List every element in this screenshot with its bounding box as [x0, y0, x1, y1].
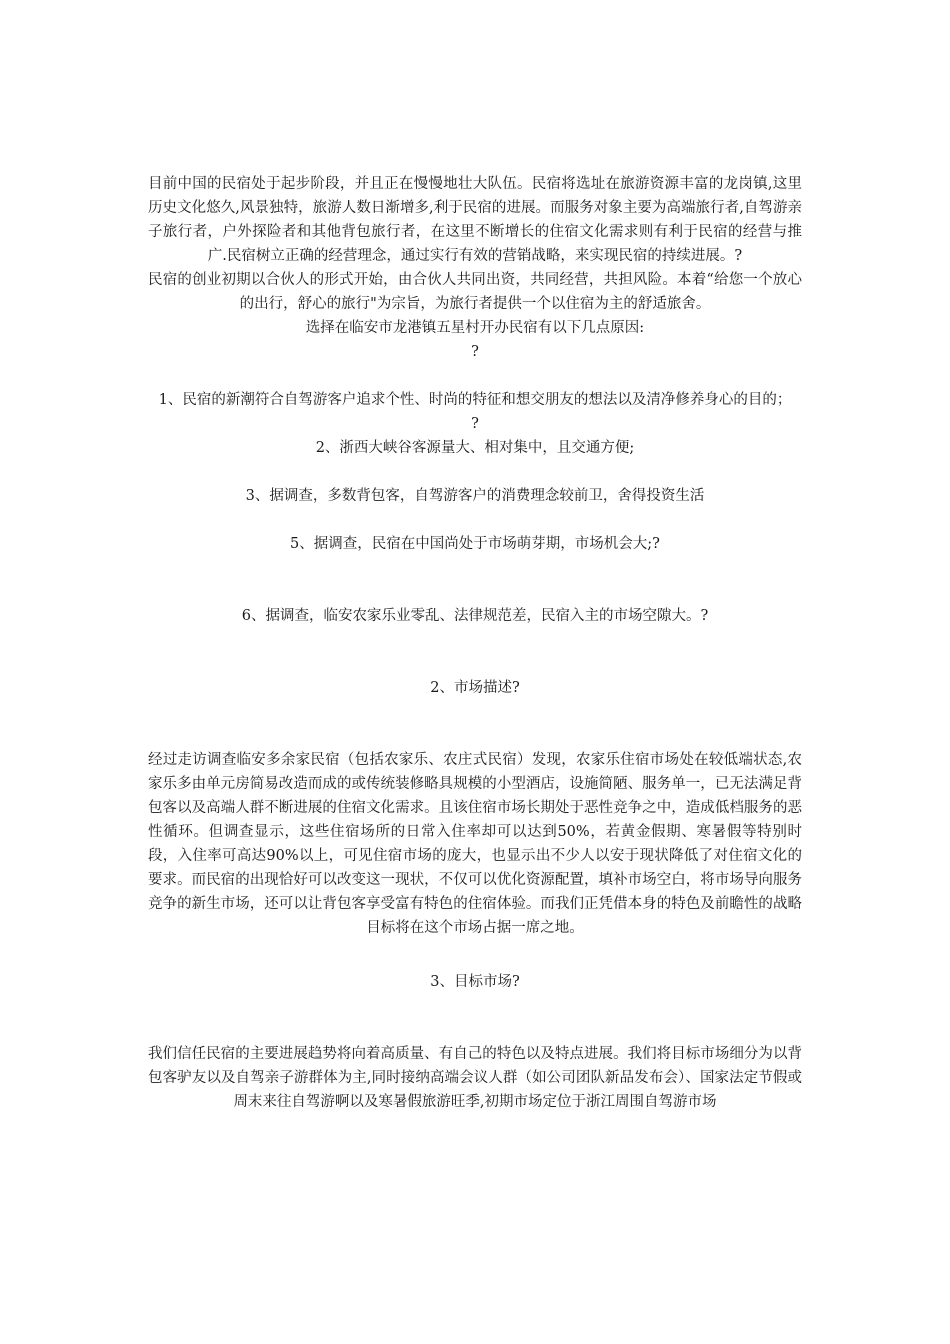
- placeholder-mark: ?: [471, 344, 479, 360]
- reason-item-3: 3、据调查，多数背包客，自驾游客户的消费理念较前卫，舍得投资生活: [245, 488, 705, 504]
- reason-item-1: 1、民宿的新潮符合自驾游客户追求个性、时尚的特征和想交朋友的想法以及清净修养身心的目的；: [158, 392, 792, 408]
- reasons-heading: 选择在临安市龙港镇五星村开办民宿有以下几点原因:: [305, 320, 645, 336]
- section-heading-target-market: 3、目标市场?: [430, 974, 520, 990]
- intro-paragraph: 目前中国的民宿处于起步阶段，并且正在慢慢地壮大队伍。民宿将选址在旅游资源丰富的龙岗镇,这里历史文化悠久,风景独特，旅游人数日渐增多,利于民宿的进展。而服务对象主要为高端旅行者,自驾游亲子旅行者，户外探险者和其他背包旅行者，在这里不断增长的住宿文化需求则有利于民宿的经营与推广.民宿树立正确的经营理念，通过实行有效的营销战略，来实现民宿的持续进展。?: [148, 176, 802, 264]
- reason-item-6: 6、据调查，临安农家乐业零乱、法律规范差，民宿入主的市场空隙大。?: [241, 608, 709, 624]
- market-description-paragraph: 经过走访调查临安多余家民宿（包括农家乐、农庄式民宿）发现，农家乐住宿市场处在较低端状态,农家乐多由单元房简易改造而成的或传统装修略具规模的小型酒店，设施简陋、服务单一，已无法满足背包客以及高端人群不断进展的住宿文化需求。且该住宿市场长期处于恶性竞争之中，造成低档服务的恶性循环。但调查显示，这些住宿场所的日常入住率却可以达到50%，若黄金假期、寒暑假等特别时段，入住率可高达90%以上，可见住宿市场的庞大，也显示出不少人以安于现状降低了对住宿文化的要求。而民宿的出现恰好可以改变这一现状，不仅可以优化资源配置，填补市场空白，将市场导向服务竞争的新生市场，还可以让背包客享受富有特色的住宿体验。而我们正凭借本身的特色及前瞻性的战略目标将在这个市场占据一席之地。: [148, 752, 802, 936]
- placeholder-mark: ?: [471, 416, 479, 432]
- reason-item-5: 5、据调查，民宿在中国尚处于市场萌芽期，市场机会大;?: [290, 536, 660, 552]
- reason-item-2: 2、浙西大峡谷客源量大、相对集中，且交通方便;: [315, 440, 635, 456]
- target-market-paragraph: 我们信任民宿的主要进展趋势将向着高质量、有自己的特色以及特点进展。我们将目标市场细分为以背包客驴友以及自驾亲子游群体为主,同时接纳高端会议人群（如公司团队新品发布会）、国家法定节假或周末来往自驾游啊以及寒暑假旅游旺季,初期市场定位于浙江周围自驾游市场: [148, 1046, 802, 1110]
- document-body: [148, 172, 802, 1114]
- section-heading-market-description: 2、市场描述?: [430, 680, 520, 696]
- startup-paragraph: 民宿的创业初期以合伙人的形式开始，由合伙人共同出资，共同经营，共担风险。本着“给您一个放心的出行，舒心的旅行"为宗旨，为旅行者提供一个以住宿为主的舒适旅舍。: [148, 272, 802, 312]
